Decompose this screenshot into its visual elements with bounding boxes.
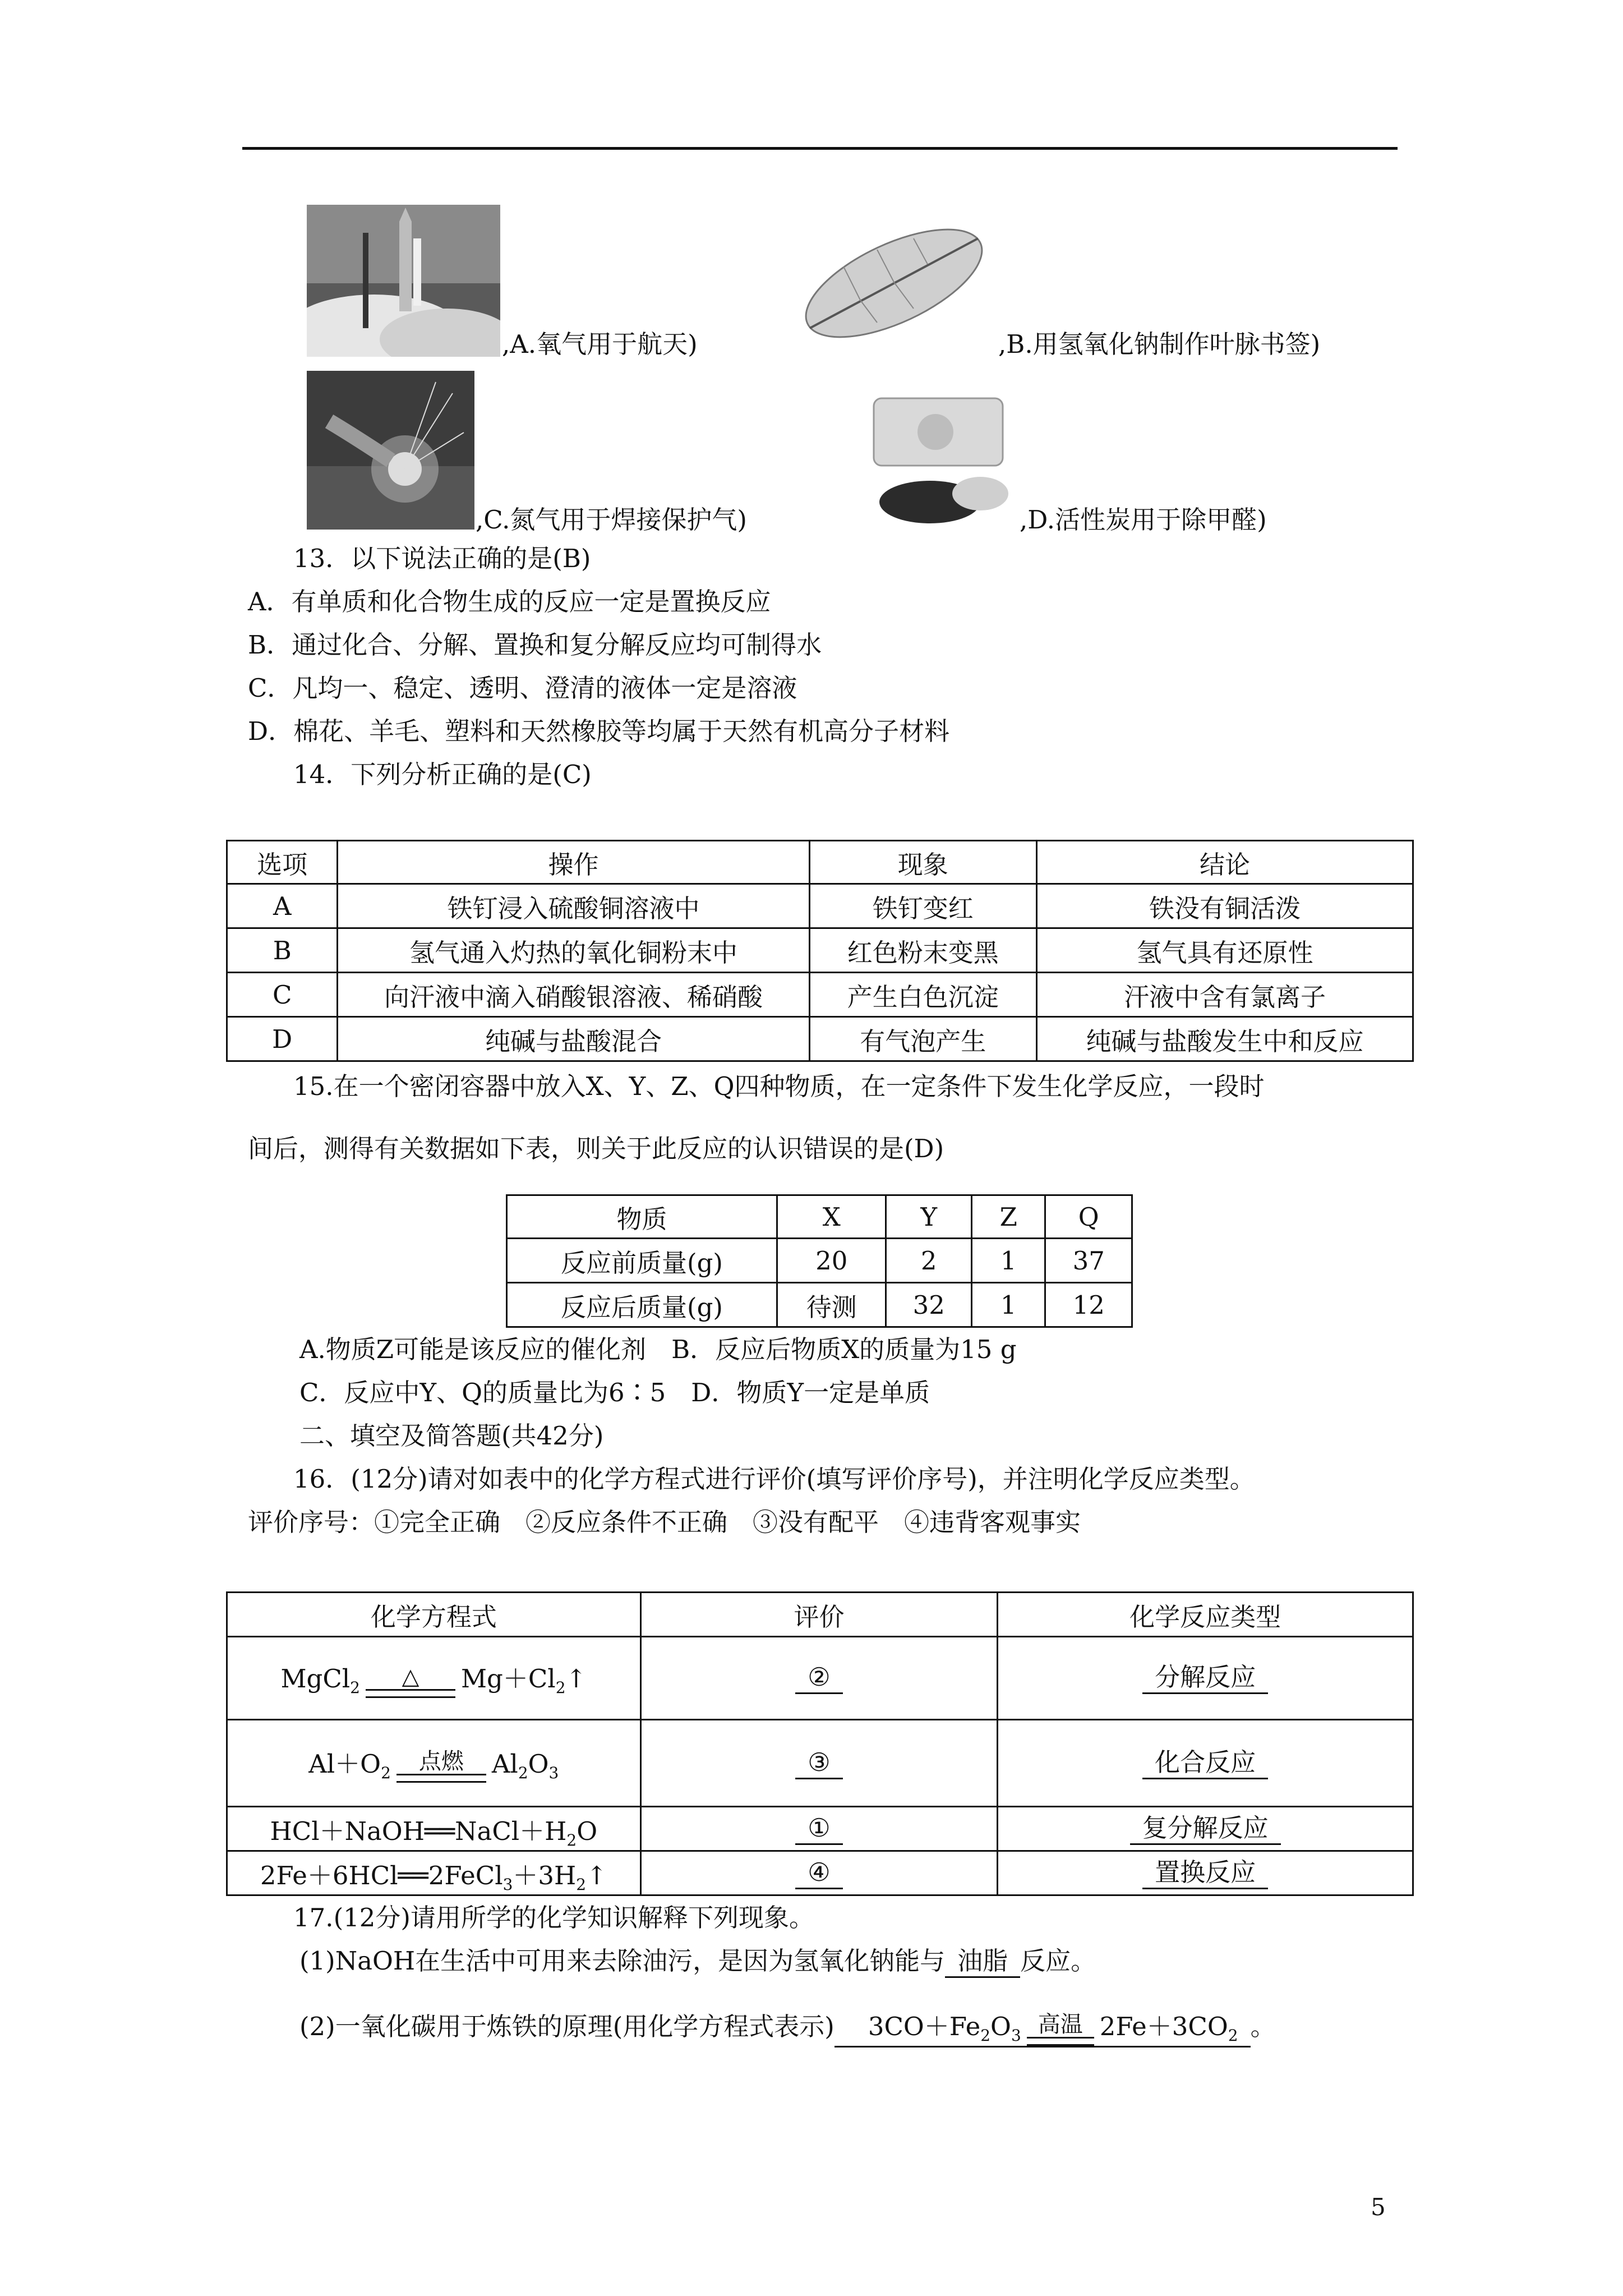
- q14-table: [226, 840, 1414, 1062]
- table-row: [227, 884, 1413, 928]
- table-header: 物质: [507, 1195, 777, 1239]
- table-header-row: [227, 1593, 1413, 1637]
- table-cell: 有气泡产生: [809, 1017, 1036, 1061]
- table-cell: B: [227, 928, 338, 973]
- condition-label: 高温: [1038, 2011, 1083, 2037]
- table-cell: 氢气通入灼热的氧化铜粉末中: [338, 928, 809, 973]
- table-row: [227, 1720, 1413, 1807]
- table-cell: 2: [886, 1239, 972, 1283]
- q17-stem: 17.(12分)请用所学的化学知识解释下列现象。: [293, 1903, 814, 1932]
- q13-option-b: B．通过化合、分解、置换和复分解反应均可制得水: [248, 630, 822, 660]
- q15-table: [506, 1194, 1133, 1328]
- subscript: 2: [980, 2026, 991, 2045]
- table-cell: 反应后质量(g): [507, 1283, 777, 1327]
- q16-stem: 16．(12分)请对如表中的化学方程式进行评价(填写评价序号)，并注明化学反应类型。: [293, 1464, 1255, 1494]
- table-row: [227, 1851, 1413, 1895]
- table-cell: 1: [971, 1239, 1045, 1283]
- equation-lhs: Al＋O: [308, 1749, 381, 1779]
- reaction-type-answer: 复分解反应: [1130, 1813, 1281, 1845]
- table-cell: 汗液中含有氯离子: [1036, 973, 1413, 1017]
- subscript: 3: [548, 1763, 559, 1782]
- table-cell: 铁钉浸入硫酸铜溶液中: [338, 884, 809, 928]
- table-header: 操作: [338, 841, 809, 884]
- table-row: [227, 973, 1413, 1017]
- table-header: 评价: [640, 1593, 998, 1637]
- welding-image: [307, 371, 474, 530]
- equation-tail: ↑: [565, 1664, 587, 1694]
- table-cell: 纯碱与盐酸混合: [338, 1017, 809, 1061]
- reaction-condition: [366, 1664, 455, 1698]
- reaction-type-answer: 分解反应: [1142, 1662, 1268, 1694]
- subscript: 3: [502, 1875, 513, 1894]
- table-header: Z: [971, 1195, 1045, 1239]
- table-header: 化学反应类型: [998, 1593, 1413, 1637]
- table-cell: C: [227, 973, 338, 1017]
- subscript: 2: [518, 1763, 528, 1782]
- table-cell: A: [227, 884, 338, 928]
- table-header: 结论: [1036, 841, 1413, 884]
- q13-stem: 13．以下说法正确的是(B): [293, 544, 591, 573]
- condition-label: △: [402, 1663, 419, 1690]
- evaluation-cell: [640, 1637, 998, 1720]
- table-cell: 产生白色沉淀: [809, 973, 1036, 1017]
- subscript: 2: [576, 1875, 587, 1894]
- subscript: 2: [555, 1678, 566, 1697]
- table-cell: 32: [886, 1283, 972, 1327]
- reaction-condition: [1027, 2012, 1094, 2046]
- table-row: [507, 1283, 1132, 1327]
- table-row: [227, 1637, 1413, 1720]
- equation-cell: [227, 1807, 641, 1851]
- evaluation-answer: ②: [795, 1662, 842, 1694]
- leaf-vein-bookmark-image: [793, 216, 997, 355]
- equals-bar: [1027, 2037, 1094, 2046]
- reaction-type-cell: [998, 1807, 1413, 1851]
- q16-table: [226, 1591, 1414, 1896]
- q17-part1-text: (1)NaOH在生活中可用来去除油污，是因为氢氧化钠能与: [299, 1946, 946, 1976]
- equation-tail: O: [577, 1816, 598, 1846]
- equation-cell: [227, 1637, 641, 1720]
- equation: 2Fe＋6HCl══2FeCl: [260, 1860, 503, 1890]
- q17-part1-answer: 油脂: [945, 1946, 1020, 1978]
- reaction-type-cell: [998, 1851, 1413, 1895]
- option-d-label: ,D.活性炭用于除甲醛): [1020, 505, 1267, 535]
- table-cell: 铁没有铜活泼: [1036, 884, 1413, 928]
- option-a-label: ,A.氧气用于航天): [502, 329, 698, 359]
- evaluation-cell: [640, 1807, 998, 1851]
- q17-part2-text: (2)一氧化碳用于炼铁的原理(用化学方程式表示): [299, 2012, 834, 2041]
- subscript: 3: [1011, 2026, 1021, 2045]
- q16-legend: 评价序号：①完全正确 ②反应条件不正确 ③没有配平 ④违背客观事实: [248, 1507, 1081, 1537]
- q13-option-c: C．凡均一、稳定、透明、澄清的液体一定是溶液: [248, 673, 797, 703]
- table-cell: 纯碱与盐酸发生中和反应: [1036, 1017, 1413, 1061]
- equation: HCl＋NaOH══NaCl＋H: [270, 1816, 567, 1846]
- reaction-type-answer: 置换反应: [1142, 1857, 1268, 1889]
- subscript: 2: [381, 1763, 391, 1782]
- option-c-label: ,C.氮气用于焊接保护气): [476, 505, 747, 535]
- equation-rhs: Mg＋Cl: [460, 1664, 556, 1694]
- evaluation-cell: [640, 1720, 998, 1807]
- table-cell: D: [227, 1017, 338, 1061]
- subscript: 2: [566, 1830, 577, 1849]
- option-b-label: ,B.用氢氧化钠制作叶脉书签): [998, 329, 1321, 359]
- equation-lhs: MgCl: [280, 1664, 351, 1694]
- q13-option-a: A．有单质和化合物生成的反应一定是置换反应: [248, 587, 771, 616]
- equation-rhs: O: [528, 1749, 549, 1779]
- q17-part2-answer: [834, 2012, 1251, 2047]
- table-cell: 20: [777, 1239, 886, 1283]
- table-header: Q: [1045, 1195, 1132, 1239]
- q13-option-d: D．棉花、羊毛、塑料和天然橡胶等均属于天然有机高分子材料: [248, 716, 950, 746]
- table-row: [227, 928, 1413, 973]
- table-header: 现象: [809, 841, 1036, 884]
- equation-lhs: 3CO＋Fe: [868, 2012, 981, 2041]
- table-cell: 红色粉末变黑: [809, 928, 1036, 973]
- q17-part1: [299, 1944, 1096, 1978]
- table-cell: 待测: [777, 1283, 886, 1327]
- equation-cell: [227, 1720, 641, 1807]
- table-cell: 1: [971, 1283, 1045, 1327]
- table-header-row: [507, 1195, 1132, 1239]
- evaluation-answer: ③: [795, 1747, 842, 1779]
- q17-part2-tail: 。: [1250, 2012, 1276, 2041]
- evaluation-answer: ④: [795, 1857, 842, 1889]
- condition-label: 点燃: [418, 1749, 464, 1775]
- table-row: [227, 1807, 1413, 1851]
- subscript: 2: [350, 1678, 360, 1697]
- evaluation-cell: [640, 1851, 998, 1895]
- table-header: X: [777, 1195, 886, 1239]
- q15-options-line1: A.物质Z可能是该反应的催化剂 B．反应后物质X的质量为15 g: [299, 1335, 1017, 1364]
- q15-stem-line2: 间后，测得有关数据如下表，则关于此反应的认识错误的是(D): [248, 1134, 944, 1163]
- equation-cell: [227, 1851, 641, 1895]
- page-number: 5: [1371, 2193, 1386, 2221]
- equation-rhs: Al: [491, 1749, 518, 1779]
- evaluation-answer: ①: [795, 1813, 842, 1845]
- subscript: 2: [1228, 2026, 1238, 2045]
- table-header: 化学方程式: [227, 1593, 641, 1637]
- equation-tail: ＋3H: [513, 1860, 577, 1890]
- table-row: [507, 1239, 1132, 1283]
- equals-bar: [396, 1774, 486, 1783]
- equation-rhs: 2Fe＋3CO: [1099, 2012, 1228, 2041]
- equation-lhs: O: [990, 2012, 1011, 2041]
- reaction-condition: [396, 1749, 486, 1783]
- q17-part2: [299, 1996, 1276, 2058]
- reaction-type-cell: [998, 1637, 1413, 1720]
- q14-stem: 14．下列分析正确的是(C): [293, 760, 592, 789]
- table-cell: 12: [1045, 1283, 1132, 1327]
- reaction-type-answer: 化合反应: [1142, 1747, 1268, 1779]
- table-cell: 氢气具有还原性: [1036, 928, 1413, 973]
- table-cell: 铁钉变红: [809, 884, 1036, 928]
- table-header-row: [227, 841, 1413, 884]
- table-cell: 向汗液中滴入硝酸银溶液、稀硝酸: [338, 973, 809, 1017]
- q15-stem-line1: 15.在一个密闭容器中放入X、Y、Z、Q四种物质，在一定条件下发生化学反应，一段时: [293, 1071, 1265, 1101]
- q15-options-line2: C．反应中Y、Q的质量比为6∶5 D．物质Y一定是单质: [299, 1378, 930, 1407]
- section-2-title: 二、填空及简答题(共42分): [299, 1421, 604, 1451]
- rocket-launch-image: [307, 205, 500, 357]
- equation-tail: ↑: [586, 1860, 607, 1890]
- q17-part1-tail: 反应。: [1020, 1946, 1096, 1976]
- table-cell: 反应前质量(g): [507, 1239, 777, 1283]
- equals-bar: [366, 1689, 455, 1698]
- header-rule: [242, 147, 1398, 150]
- reaction-type-cell: [998, 1720, 1413, 1807]
- table-cell: 37: [1045, 1239, 1132, 1283]
- table-header: Y: [886, 1195, 972, 1239]
- table-row: [227, 1017, 1413, 1061]
- activated-carbon-image: [851, 387, 1020, 531]
- table-header: 选项: [227, 841, 338, 884]
